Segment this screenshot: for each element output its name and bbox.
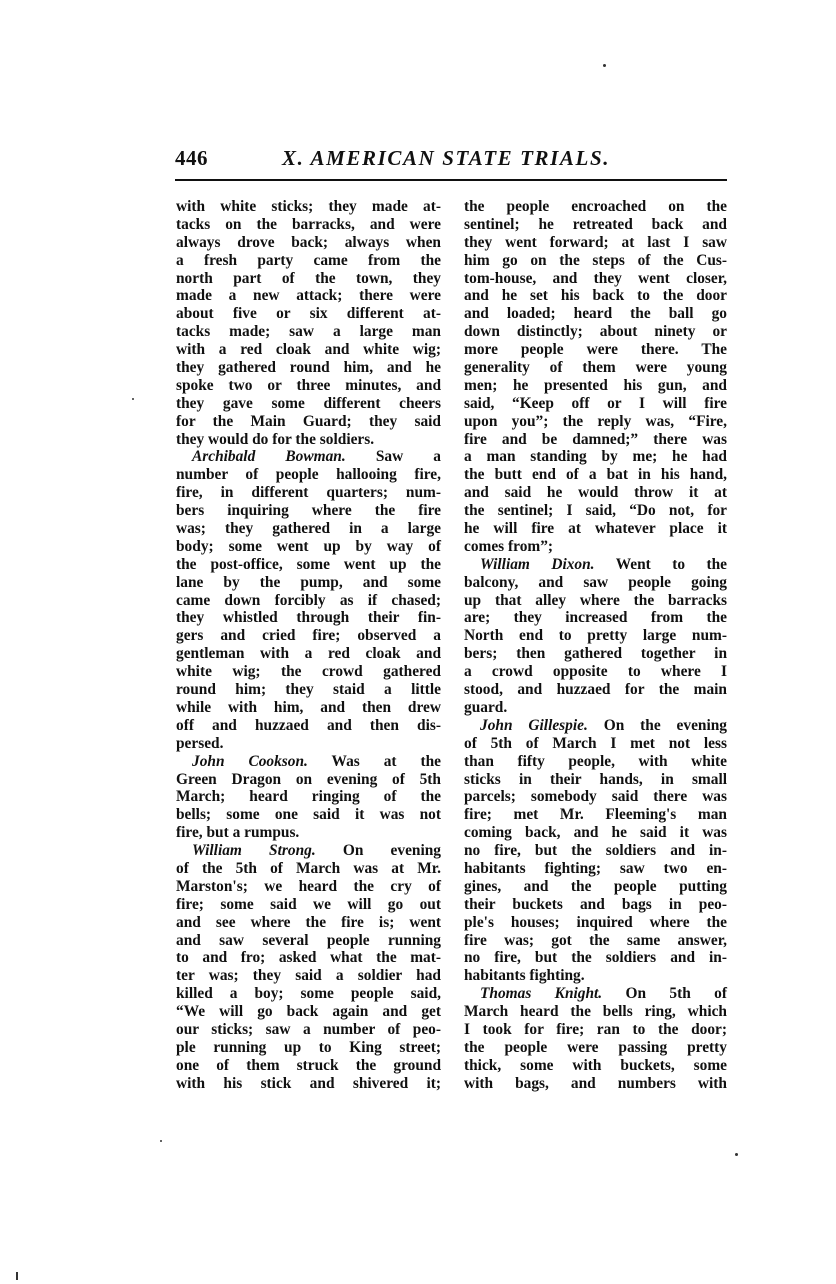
text-line — [464, 341, 727, 359]
text-line — [176, 466, 441, 484]
line-text: North end to pretty large num- — [464, 627, 727, 645]
text-line — [464, 771, 727, 789]
line-text: a crowd opposite to where I — [464, 663, 727, 681]
text-line — [176, 574, 441, 592]
speaker-name: John Cookson. — [192, 752, 308, 770]
text-line — [464, 967, 727, 985]
text-line — [176, 824, 441, 842]
line-text: of 5th of March I met not less — [464, 734, 727, 752]
line-text: the sentinel; I said, “Do not, for — [464, 502, 727, 520]
text-line — [464, 896, 727, 914]
text-line — [464, 914, 727, 932]
speaker-name: Thomas Knight. — [480, 985, 603, 1003]
line-text: Went to the — [594, 555, 727, 573]
line-text: a man standing by me; he had — [464, 448, 727, 466]
text-line — [464, 645, 727, 663]
text-line — [176, 395, 441, 413]
text-line — [464, 985, 727, 1003]
line-text: spoke two or three minutes, and — [176, 376, 441, 394]
line-text: for the Main Guard; they said — [176, 412, 441, 430]
text-line — [464, 395, 727, 413]
text-line — [176, 949, 441, 967]
line-text: and said he would throw it at — [464, 484, 727, 502]
line-text: our sticks; saw a number of peo- — [176, 1020, 441, 1038]
text-line — [464, 1075, 727, 1093]
text-line — [176, 735, 441, 753]
line-text: fire, in different quarters; num- — [176, 484, 441, 502]
line-text: fire and be damned;” there was — [464, 430, 727, 448]
text-line — [176, 305, 441, 323]
line-text: came down forcibly as if chased; — [176, 591, 441, 609]
text-line — [464, 699, 727, 717]
line-text: and saw several people running — [176, 931, 441, 949]
text-line — [176, 914, 441, 932]
line-text: thick, some with buckets, some — [464, 1056, 727, 1074]
text-line — [176, 842, 441, 860]
text-line — [464, 270, 727, 288]
text-line — [464, 1039, 727, 1057]
line-text: On the evening — [587, 716, 727, 734]
text-line — [176, 484, 441, 502]
line-text: a fresh party came from the — [176, 251, 441, 269]
text-line — [464, 717, 727, 735]
line-text: the post-office, some went up the — [176, 555, 441, 573]
line-text: they would do for the soldiers. — [176, 430, 375, 448]
line-text: lane by the pump, and some — [176, 573, 441, 591]
line-text: sentinel; he retreated back and — [464, 215, 727, 233]
line-text: and he set his back to the door — [464, 287, 727, 305]
line-text: they gathered round him, and he — [176, 359, 441, 377]
text-line — [464, 377, 727, 395]
scan-speck — [603, 64, 606, 67]
line-text: habitants fighting; saw two en- — [464, 859, 727, 877]
text-line — [176, 234, 441, 252]
text-line — [464, 1021, 727, 1039]
line-text: parcels; somebody said there was — [464, 788, 727, 806]
text-line — [176, 645, 441, 663]
text-line — [176, 627, 441, 645]
speaker-name: William Dixon. — [480, 555, 595, 573]
line-text: “We will go back again and get — [176, 1003, 441, 1021]
text-line — [176, 252, 441, 270]
text-line — [464, 431, 727, 449]
text-line — [464, 627, 727, 645]
text-line — [464, 1003, 727, 1021]
text-line — [176, 860, 441, 878]
text-line — [464, 681, 727, 699]
line-text: tom-house, and they went closer, — [464, 269, 727, 287]
line-text: bers; then gathered together in — [464, 645, 727, 663]
line-text: no fire, but the soldiers and in- — [464, 842, 727, 860]
line-text: generality of them were young — [464, 359, 727, 377]
line-text: March heard the bells ring, which — [464, 1003, 727, 1021]
text-line — [464, 216, 727, 234]
line-text: On 5th of — [602, 985, 728, 1003]
text-line — [464, 448, 727, 466]
line-text: round him; they staid a little — [176, 681, 441, 699]
line-text: he will fire at whatever place it — [464, 520, 727, 538]
speaker-name: William Strong. — [192, 842, 316, 860]
text-line — [176, 270, 441, 288]
text-line — [464, 574, 727, 592]
line-text: tacks on the barracks, and were — [176, 215, 441, 233]
text-line — [176, 753, 441, 771]
text-line — [464, 609, 727, 627]
text-line — [464, 305, 727, 323]
line-text: ter was; they said a soldier had — [176, 967, 441, 985]
text-line — [464, 860, 727, 878]
text-line — [176, 681, 441, 699]
line-text: habitants fighting. — [464, 967, 585, 985]
text-line — [176, 878, 441, 896]
scan-speck — [160, 1140, 162, 1142]
text-line — [176, 663, 441, 681]
line-text: ple running up to King street; — [176, 1038, 441, 1056]
line-text: always drove back; always when — [176, 233, 441, 251]
text-line — [176, 413, 441, 431]
text-line — [464, 592, 727, 610]
text-line — [176, 448, 441, 466]
line-text: while with him, and then drew — [176, 698, 441, 716]
text-line — [176, 699, 441, 717]
line-text: stood, and huzzaed for the main — [464, 681, 727, 699]
text-line — [176, 323, 441, 341]
line-text: fire; met Mr. Fleeming's man — [464, 806, 727, 824]
text-line — [464, 949, 727, 967]
line-text: body; some went up by way of — [176, 537, 441, 555]
text-line — [464, 198, 727, 216]
text-line — [176, 556, 441, 574]
text-line — [464, 484, 727, 502]
line-text: balcony, and saw people going — [464, 573, 727, 591]
text-line — [464, 466, 727, 484]
text-line — [464, 1057, 727, 1075]
text-line — [176, 806, 441, 824]
text-line — [176, 538, 441, 556]
scan-speck — [16, 1272, 18, 1280]
page-number: 446 — [175, 146, 208, 170]
line-text: with a red cloak and white wig; — [176, 341, 441, 359]
text-line — [176, 502, 441, 520]
line-text: with his stick and shivered it; — [176, 1074, 441, 1092]
line-text: more people were there. The — [464, 341, 727, 359]
text-line — [464, 878, 727, 896]
line-text: Was at the — [307, 752, 441, 770]
line-text: with white sticks; they made at- — [176, 198, 441, 215]
line-text: bers inquiring where the fire — [176, 502, 441, 520]
text-line — [176, 520, 441, 538]
text-line — [176, 377, 441, 395]
text-line — [464, 413, 727, 431]
line-text: the people encroached on the — [464, 198, 727, 215]
text-line — [464, 287, 727, 305]
text-line — [176, 985, 441, 1003]
line-text: was; they gathered in a large — [176, 520, 441, 538]
text-line — [176, 788, 441, 806]
text-line — [464, 538, 727, 556]
line-text: fire; some said we will go out — [176, 895, 441, 913]
text-line — [464, 788, 727, 806]
speaker-name: Archibald Bowman. — [192, 448, 346, 466]
running-head: X. AMERICAN STATE TRIALS. — [282, 146, 611, 170]
line-text: down distinctly; about ninety or — [464, 323, 727, 341]
line-text: than fifty people, with white — [464, 752, 727, 770]
text-line — [464, 806, 727, 824]
line-text: killed a boy; some people said, — [176, 985, 441, 1003]
line-text: about five or six different at- — [176, 305, 441, 323]
line-text: with bags, and numbers with — [464, 1074, 727, 1092]
line-text: Marston's; we heard the cry of — [176, 877, 441, 895]
line-text: fire, but a rumpus. — [176, 824, 300, 842]
text-line — [176, 1039, 441, 1057]
line-text: made a new attack; there were — [176, 287, 441, 305]
line-text: comes from”; — [464, 537, 554, 555]
line-text: said, “Keep off or I will fire — [464, 394, 727, 412]
line-text: off and huzzaed and then dis- — [176, 716, 441, 734]
text-line — [464, 234, 727, 252]
text-line — [464, 824, 727, 842]
line-text: March; heard ringing of the — [176, 788, 441, 806]
line-text: I took for fire; ran to the door; — [464, 1020, 727, 1038]
scan-speck — [132, 398, 134, 400]
line-text: up that alley where the barracks — [464, 591, 727, 609]
text-line — [176, 932, 441, 950]
line-text: one of them struck the ground — [176, 1056, 441, 1074]
text-line — [176, 341, 441, 359]
line-text: their buckets and bags in peo- — [464, 895, 727, 913]
text-line — [464, 502, 727, 520]
line-text: bells; some one said it was not — [176, 806, 441, 824]
line-text: guard. — [464, 698, 508, 716]
scan-speck — [735, 1153, 738, 1156]
text-line — [464, 359, 727, 377]
text-line — [176, 431, 441, 449]
line-text: Green Dragon on evening of 5th — [176, 770, 441, 788]
line-text: gines, and the people putting — [464, 877, 727, 895]
text-line — [176, 198, 441, 216]
text-line — [176, 717, 441, 735]
text-line — [176, 216, 441, 234]
line-text: fire was; got the same answer, — [464, 931, 727, 949]
text-line — [464, 932, 727, 950]
speaker-name: John Gillespie. — [480, 716, 588, 734]
line-text: they gave some different cheers — [176, 394, 441, 412]
line-text: Saw a — [345, 448, 441, 466]
line-text: coming back, and he said it was — [464, 824, 727, 842]
text-line — [176, 287, 441, 305]
line-text: they whistled through their fin- — [176, 609, 441, 627]
line-text: and see where the fire is; went — [176, 913, 441, 931]
text-line — [176, 896, 441, 914]
text-line — [464, 842, 727, 860]
text-line — [176, 1075, 441, 1093]
text-line — [176, 1021, 441, 1039]
line-text: white wig; the crowd gathered — [176, 663, 441, 681]
line-text: persed. — [176, 734, 224, 752]
text-line — [176, 359, 441, 377]
line-text: sticks in their hands, in small — [464, 770, 727, 788]
line-text: gers and cried fire; observed a — [176, 627, 441, 645]
text-line — [176, 609, 441, 627]
line-text: north part of the town, they — [176, 269, 441, 287]
line-text: to and fro; asked what the mat- — [176, 949, 441, 967]
line-text: On evening — [315, 842, 441, 860]
text-line — [176, 1057, 441, 1075]
line-text: ple's houses; inquired where the — [464, 913, 727, 931]
text-line — [464, 753, 727, 771]
line-text: number of people hallooing fire, — [176, 466, 441, 484]
line-text: upon you”; the reply was, “Fire, — [464, 412, 727, 430]
text-line — [464, 520, 727, 538]
text-line — [176, 771, 441, 789]
line-text: the people were passing pretty — [464, 1038, 727, 1056]
line-text: gentleman with a red cloak and — [176, 645, 441, 663]
line-text: they went forward; at last I saw — [464, 233, 727, 251]
line-text: no fire, but the soldiers and in- — [464, 949, 727, 967]
text-line — [464, 663, 727, 681]
text-column-right — [464, 198, 727, 1093]
text-line — [176, 592, 441, 610]
line-text: tacks made; saw a large man — [176, 323, 441, 341]
text-line — [176, 1003, 441, 1021]
text-line — [464, 252, 727, 270]
line-text: of the 5th of March was at Mr. — [176, 859, 441, 877]
line-text: and loaded; heard the ball go — [464, 305, 727, 323]
header-rule — [175, 179, 727, 181]
text-column-left — [176, 198, 441, 1093]
text-line — [464, 735, 727, 753]
text-line — [176, 967, 441, 985]
line-text: him go on the steps of the Cus- — [464, 251, 727, 269]
text-line — [464, 556, 727, 574]
line-text: men; he presented his gun, and — [464, 376, 727, 394]
line-text: the butt end of a bat in his hand, — [464, 466, 727, 484]
text-line — [464, 323, 727, 341]
line-text: are; they increased from the — [464, 609, 727, 627]
